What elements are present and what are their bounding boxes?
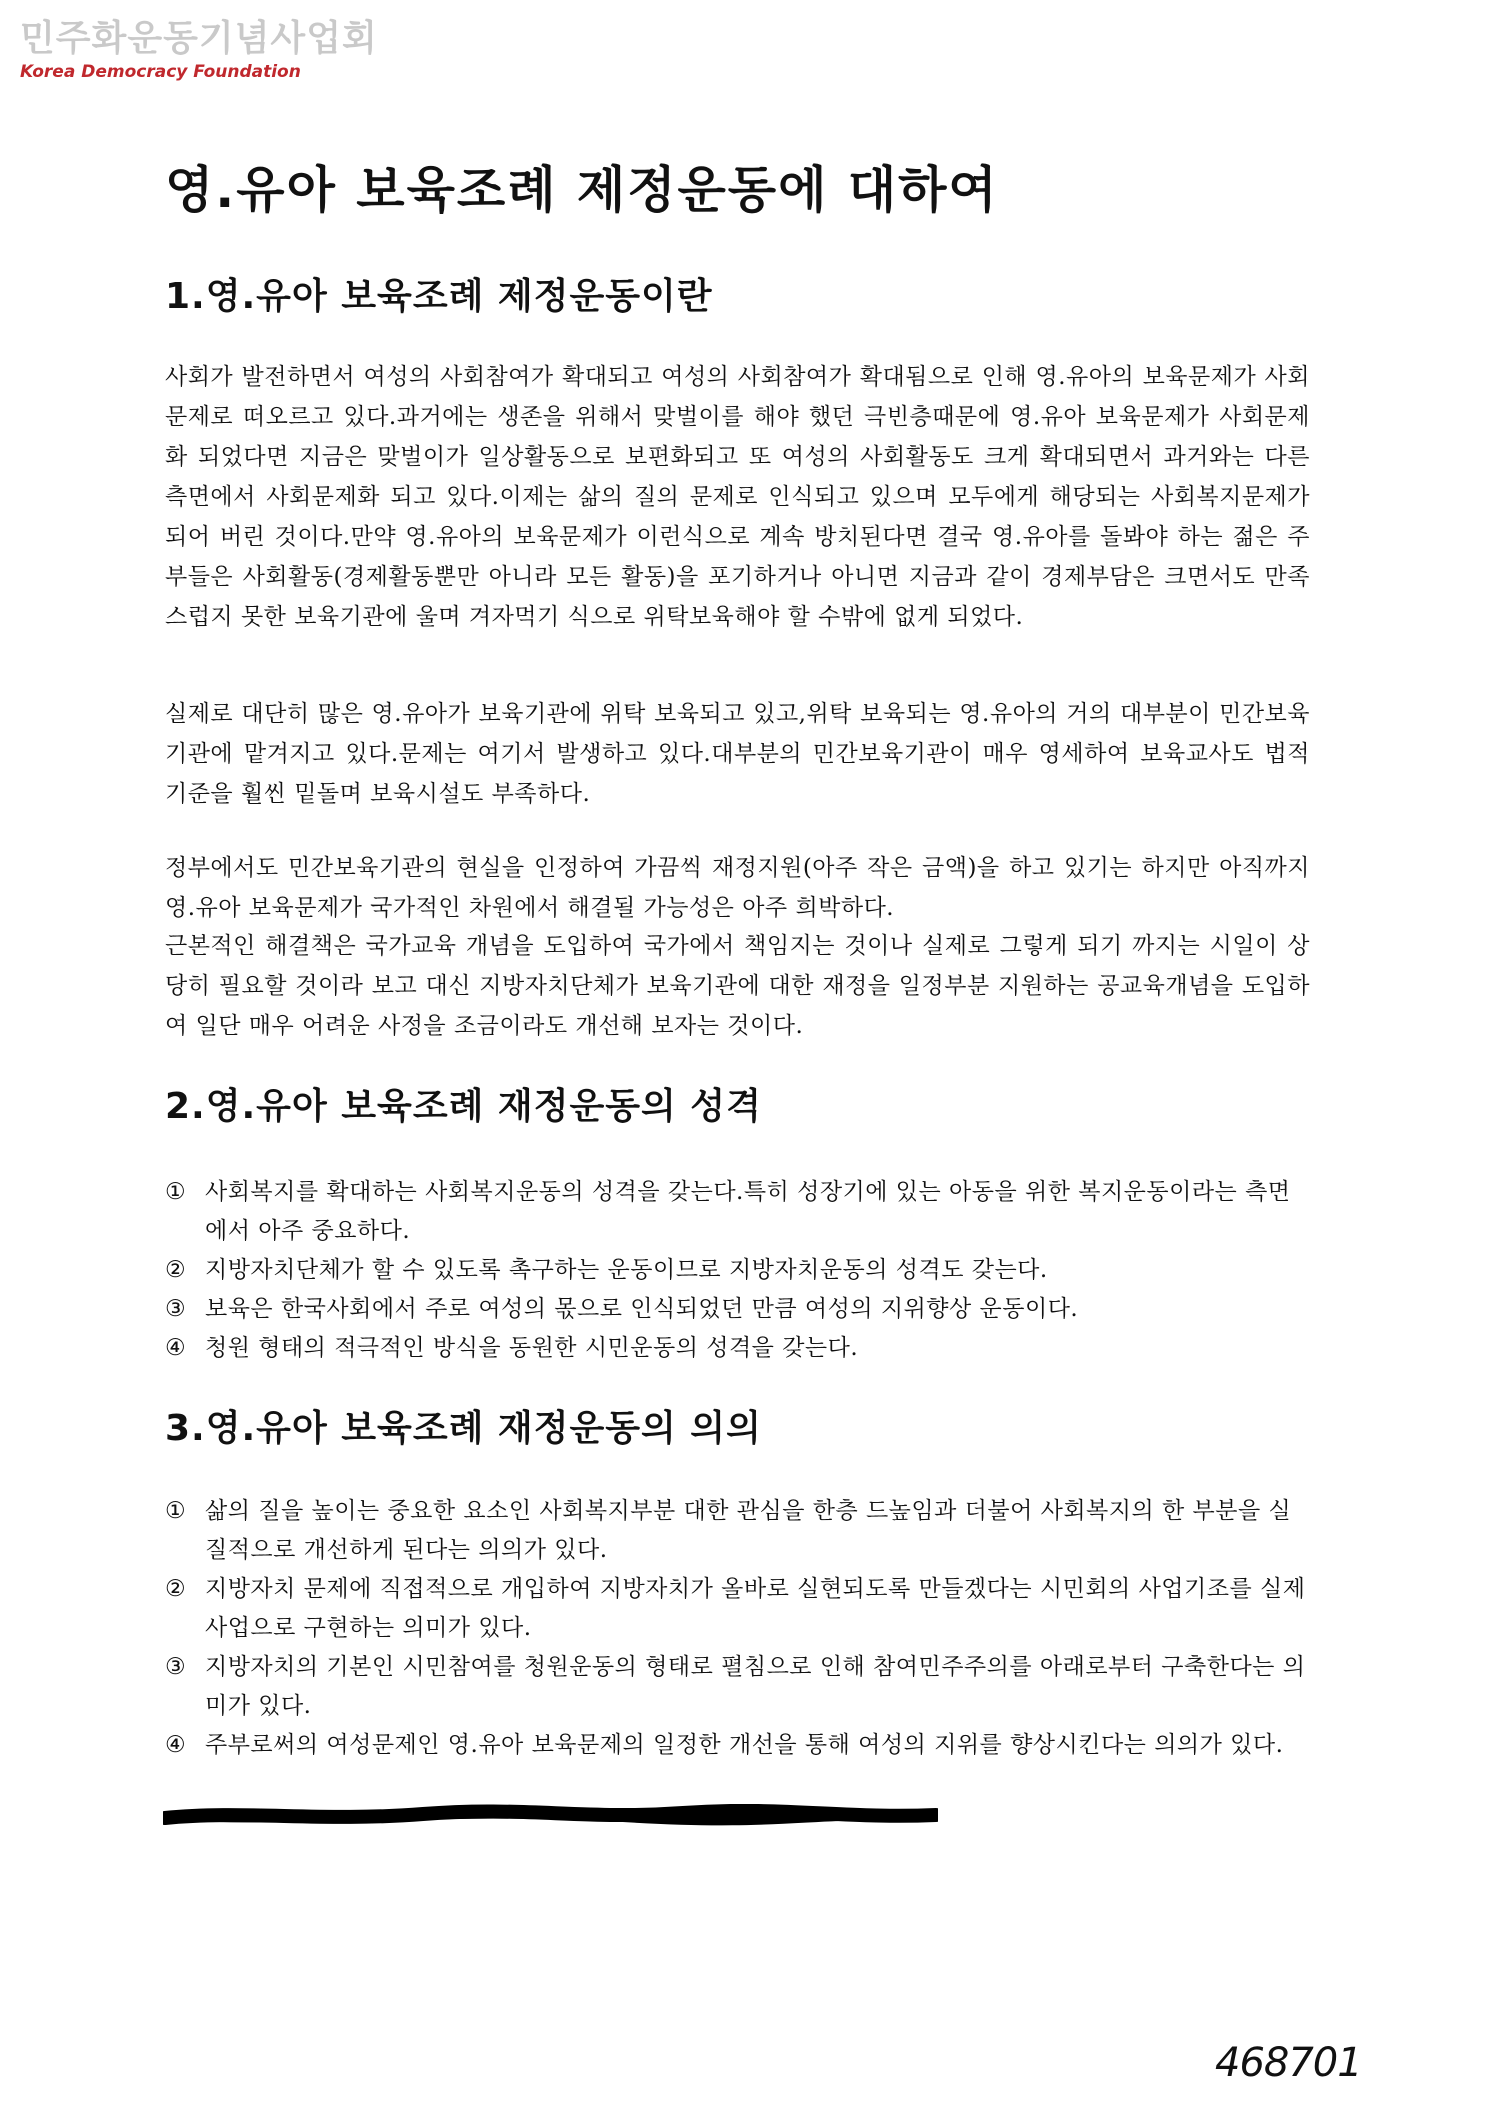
section-3-item-3 <box>165 1648 1310 1726</box>
section-3-item-1 <box>165 1492 1310 1570</box>
item-number: ③ <box>165 1654 187 1680</box>
item-number: ① <box>165 1179 187 1205</box>
item-number: ③ <box>165 1296 187 1322</box>
section-1-heading: 1.영.유아 보육조례 제정운동이란 <box>165 276 713 317</box>
section-1-paragraph-1: 사회가 발전하면서 여성의 사회참여가 확대되고 여성의 사회참여가 확대됨으로 인해 영.유아의 보육문제가 사회문제로 떠오르고 있다.과거에는 생존을 위해서 맞벌이를 해야 했던 극빈층때문에 영.유아 보육문제가 사회문제화 되었다면 지금은 맞벌이가 일상활동으로 보편화되고 또 여성의 사회활동도 크게 확대되면서 과거와는 다른 측면에서 사회문제화 되고 있다.이제는 삶의 질의 문제로 인식되고 있으며 모두에게 해당되는 사회복지문제가 되어 버린 것이다.만약 영.유아의 보육문제가 이런식으로 계속 방치된다면 결국 영.유아를 돌봐야 하는 젊은 주부들은 사회활동(경제활동뿐만 아니라 모든 활동)을 포기하거나 아니면 지금과 같이 경제부담은 크면서도 만족스럽지 못한 보육기관에 울며 겨자먹기 식으로 위탁보육해야 할 수밖에 없게 되었다. <box>165 364 1310 630</box>
watermark-english: Korea Democracy Foundation <box>20 62 301 82</box>
section-1-paragraph-3: 정부에서도 민간보육기관의 현실을 인정하여 가끔씩 재정지원(아주 작은 금액)을 하고 있기는 하지만 아직까지 영.유아 보육문제가 국가적인 차원에서 해결될 가능성은 아주 희박하다. <box>165 855 1310 921</box>
section-1-paragraph-2: 실제로 대단히 많은 영.유아가 보육기관에 위탁 보육되고 있고,위탁 보육되는 영.유아의 거의 대부분이 민간보육기관에 맡겨지고 있다.문제는 여기서 발생하고 있다.대부분의 민간보육기관이 매우 영세하여 보육교사도 법적 기준을 훨씬 밑돌며 보육시설도 부족하다. <box>165 701 1310 807</box>
item-text: 지방자치 문제에 직접적으로 개입하여 지방자치가 올바로 실현되도록 만들겠다는 시민회의 사업기조를 실제사업으로 구현하는 의미가 있다. <box>205 1576 1306 1641</box>
section-2-item-2 <box>165 1251 1310 1290</box>
item-number: ② <box>165 1576 187 1602</box>
item-text: 지방자치의 기본인 시민참여를 청원운동의 형태로 펼침으로 인해 참여민주주의를 아래로부터 구축한다는 의미가 있다. <box>205 1654 1306 1719</box>
section-3-item-2 <box>165 1570 1310 1648</box>
watermark-korean: 민주화운동기념사업회 <box>20 18 378 59</box>
handwritten-page-number: 468701 <box>1215 2040 1362 2086</box>
item-text: 사회복지를 확대하는 사회복지운동의 성격을 갖는다.특히 성장기에 있는 아동을 위한 복지운동이라는 측면에서 아주 중요하다. <box>205 1179 1291 1244</box>
item-text: 보육은 한국사회에서 주로 여성의 몫으로 인식되었던 만큼 여성의 지위향상 운동이다. <box>205 1296 1079 1322</box>
item-text: 청원 형태의 적극적인 방식을 동원한 시민운동의 성격을 갖는다. <box>205 1335 859 1361</box>
item-number: ① <box>165 1498 187 1524</box>
document-title: 영.유아 보육조례 제정운동에 대하여 <box>165 161 999 219</box>
foundation-watermark <box>20 18 378 82</box>
section-3-heading: 3.영.유아 보육조례 재정운동의 의의 <box>165 1408 762 1449</box>
section-2-item-1 <box>165 1173 1310 1251</box>
section-3-item-4 <box>165 1726 1310 1765</box>
item-number: ④ <box>165 1335 187 1361</box>
item-text: 삶의 질을 높이는 중요한 요소인 사회복지부분 대한 관심을 한층 드높임과 더불어 사회복지의 한 부분을 실질적으로 개선하게 된다는 의의가 있다. <box>205 1498 1292 1563</box>
redaction-mark <box>163 1804 938 1828</box>
section-1-paragraph-4: 근본적인 해결책은 국가교육 개념을 도입하여 국가에서 책임지는 것이나 실제로 그렇게 되기 까지는 시일이 상당히 필요할 것이라 보고 대신 지방자치단체가 보육기관에 대한 재정을 일정부분 지원하는 공교육개념을 도입하여 일단 매우 어려운 사정을 조금이라도 개선해 보자는 것이다. <box>165 933 1310 1039</box>
item-number: ② <box>165 1257 187 1283</box>
section-2-heading: 2.영.유아 보육조례 재정운동의 성격 <box>165 1086 762 1127</box>
item-text: 주부로써의 여성문제인 영.유아 보육문제의 일정한 개선을 통해 여성의 지위를 향상시킨다는 의의가 있다. <box>205 1732 1284 1758</box>
item-text: 지방자치단체가 할 수 있도록 촉구하는 운동이므로 지방자치운동의 성격도 갖는다. <box>205 1257 1048 1283</box>
section-2-item-4 <box>165 1329 1310 1368</box>
section-2-item-3 <box>165 1290 1310 1329</box>
item-number: ④ <box>165 1732 187 1758</box>
